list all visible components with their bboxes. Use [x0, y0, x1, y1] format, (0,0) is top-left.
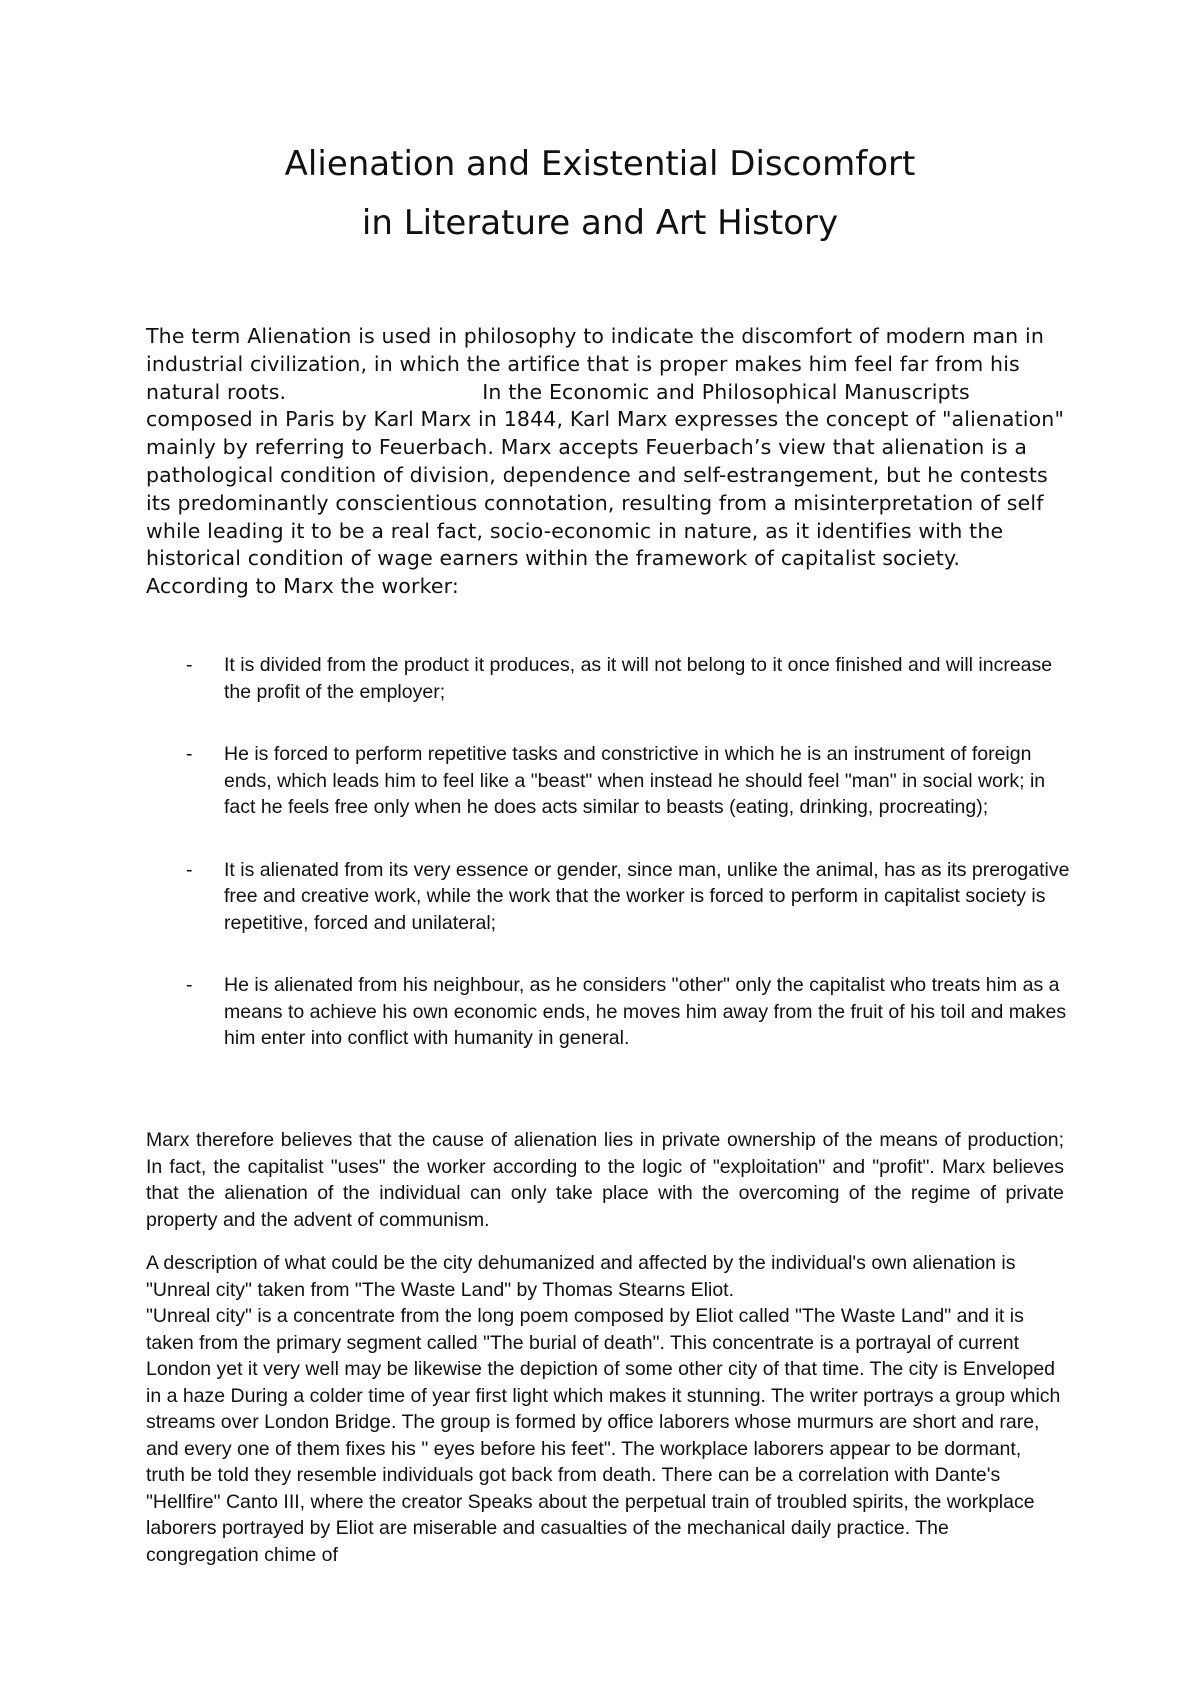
- list-item: [146, 857, 1076, 937]
- marx-conclusion-paragraph: Marx therefore believes that the cause of alienation lies in private ownership of the means of production; In fact, the capitalist "uses" the worker according to the logic of "exploitation" and "profit". Marx believes that the alienation of the individual can only take place with the overcoming of the regime of private property and the advent of communism.: [146, 1129, 1064, 1231]
- list-item-text: It is divided from the product it produces, as it will not belong to it once finished and will increase the profit of the employer;: [224, 654, 1053, 703]
- bullet-dash-marker: -: [186, 858, 193, 881]
- bullet-dash-marker: -: [186, 743, 193, 765]
- list-item: [146, 652, 1076, 705]
- intro-text-part-3: According to Marx the worker:: [146, 574, 459, 599]
- bullet-dash-marker: -: [186, 974, 193, 996]
- list-item-text: It is alienated from its very essence or gender, since man, unlike the animal, has as its prerogative free and creative work, while the work that the worker is forced to perform in capitalist society is repetitive, forced and unilateral;: [224, 858, 1070, 934]
- intro-text-part-1: The term Alienation is used in philosophy to indicate the discomfort of modern man in industrial civilization, in which the artifice that is proper makes him feel far from his natural roots.: [146, 324, 1044, 404]
- worker-conditions-list: [146, 652, 1076, 1088]
- list-item-text: He is forced to perform repetitive tasks and constrictive in which he is an instrument of foreign ends, which leads him to feel like a "beast" when instead he should feel "man" in social work; in fact he feels free only when he does acts similar to beasts (eating, drinking, procreating);: [224, 743, 1046, 818]
- unreal-city-body-text: "Unreal city" is a concentrate from the long poem composed by Eliot called "The Waste Land" and it is taken from the primary segment called "The burial of death". This concentrate is a portrayal of current London yet it very well may be likewise the depiction of some other city of that time. The city is Enveloped in a haze During a colder time of year first light which makes it stunning. The writer portrays a group which streams over London Bridge. The group is formed by office laborers whose murmurs are short and rare, and every one of them fixes his " eyes before his feet". The workplace laborers appear to be dormant, truth be told they resemble individuals got back from death. There can be a correlation with Dante's "Hellfire" Canto III, where the creator Speaks about the perpetual train of troubled spirits, the workplace laborers portrayed by Eliot are miserable and casualties of the mechanical daily practice. The congregation chime of: [146, 1305, 1061, 1566]
- intro-paragraph: [146, 323, 1076, 601]
- list-item-text: He is alienated from his neighbour, as he considers "other" only the capitalist who treats him as a means to achieve his own economic ends, he moves him away from the fruit of his toil and makes him enter into conflict with humanity in general.: [224, 974, 1067, 1049]
- list-item: [146, 741, 1076, 821]
- intro-text-part-2: In the Economic and Philosophical Manuscripts composed in Paris by Karl Marx in 1844, Karl Marx expresses the concept of "alienation" mainly by referring to Feuerbach. Marx accepts Feuerbach’s view that alienation is a pathological condition of division, dependence and self-estrangement, but he contests its predominantly conscientious connotation, resulting from a misinterpretation of self while leading it to be a real fact, socio-economic in nature, as it identifies with the historical condition of wage earners within the framework of capitalist society.: [146, 379, 1065, 571]
- unreal-city-intro-text: A description of what could be the city dehumanized and affected by the individual's own alienation is "Unreal city" taken from "The Waste Land" by Thomas Stearns Eliot.: [146, 1252, 1016, 1301]
- document-title-line-1: Alienation and Existential Discomfort: [284, 144, 916, 184]
- bullet-dash-marker: -: [186, 654, 193, 676]
- list-item: [146, 972, 1076, 1052]
- document-title-line-2: in Literature and Art History: [361, 203, 839, 243]
- unreal-city-paragraph: [146, 1250, 1064, 1568]
